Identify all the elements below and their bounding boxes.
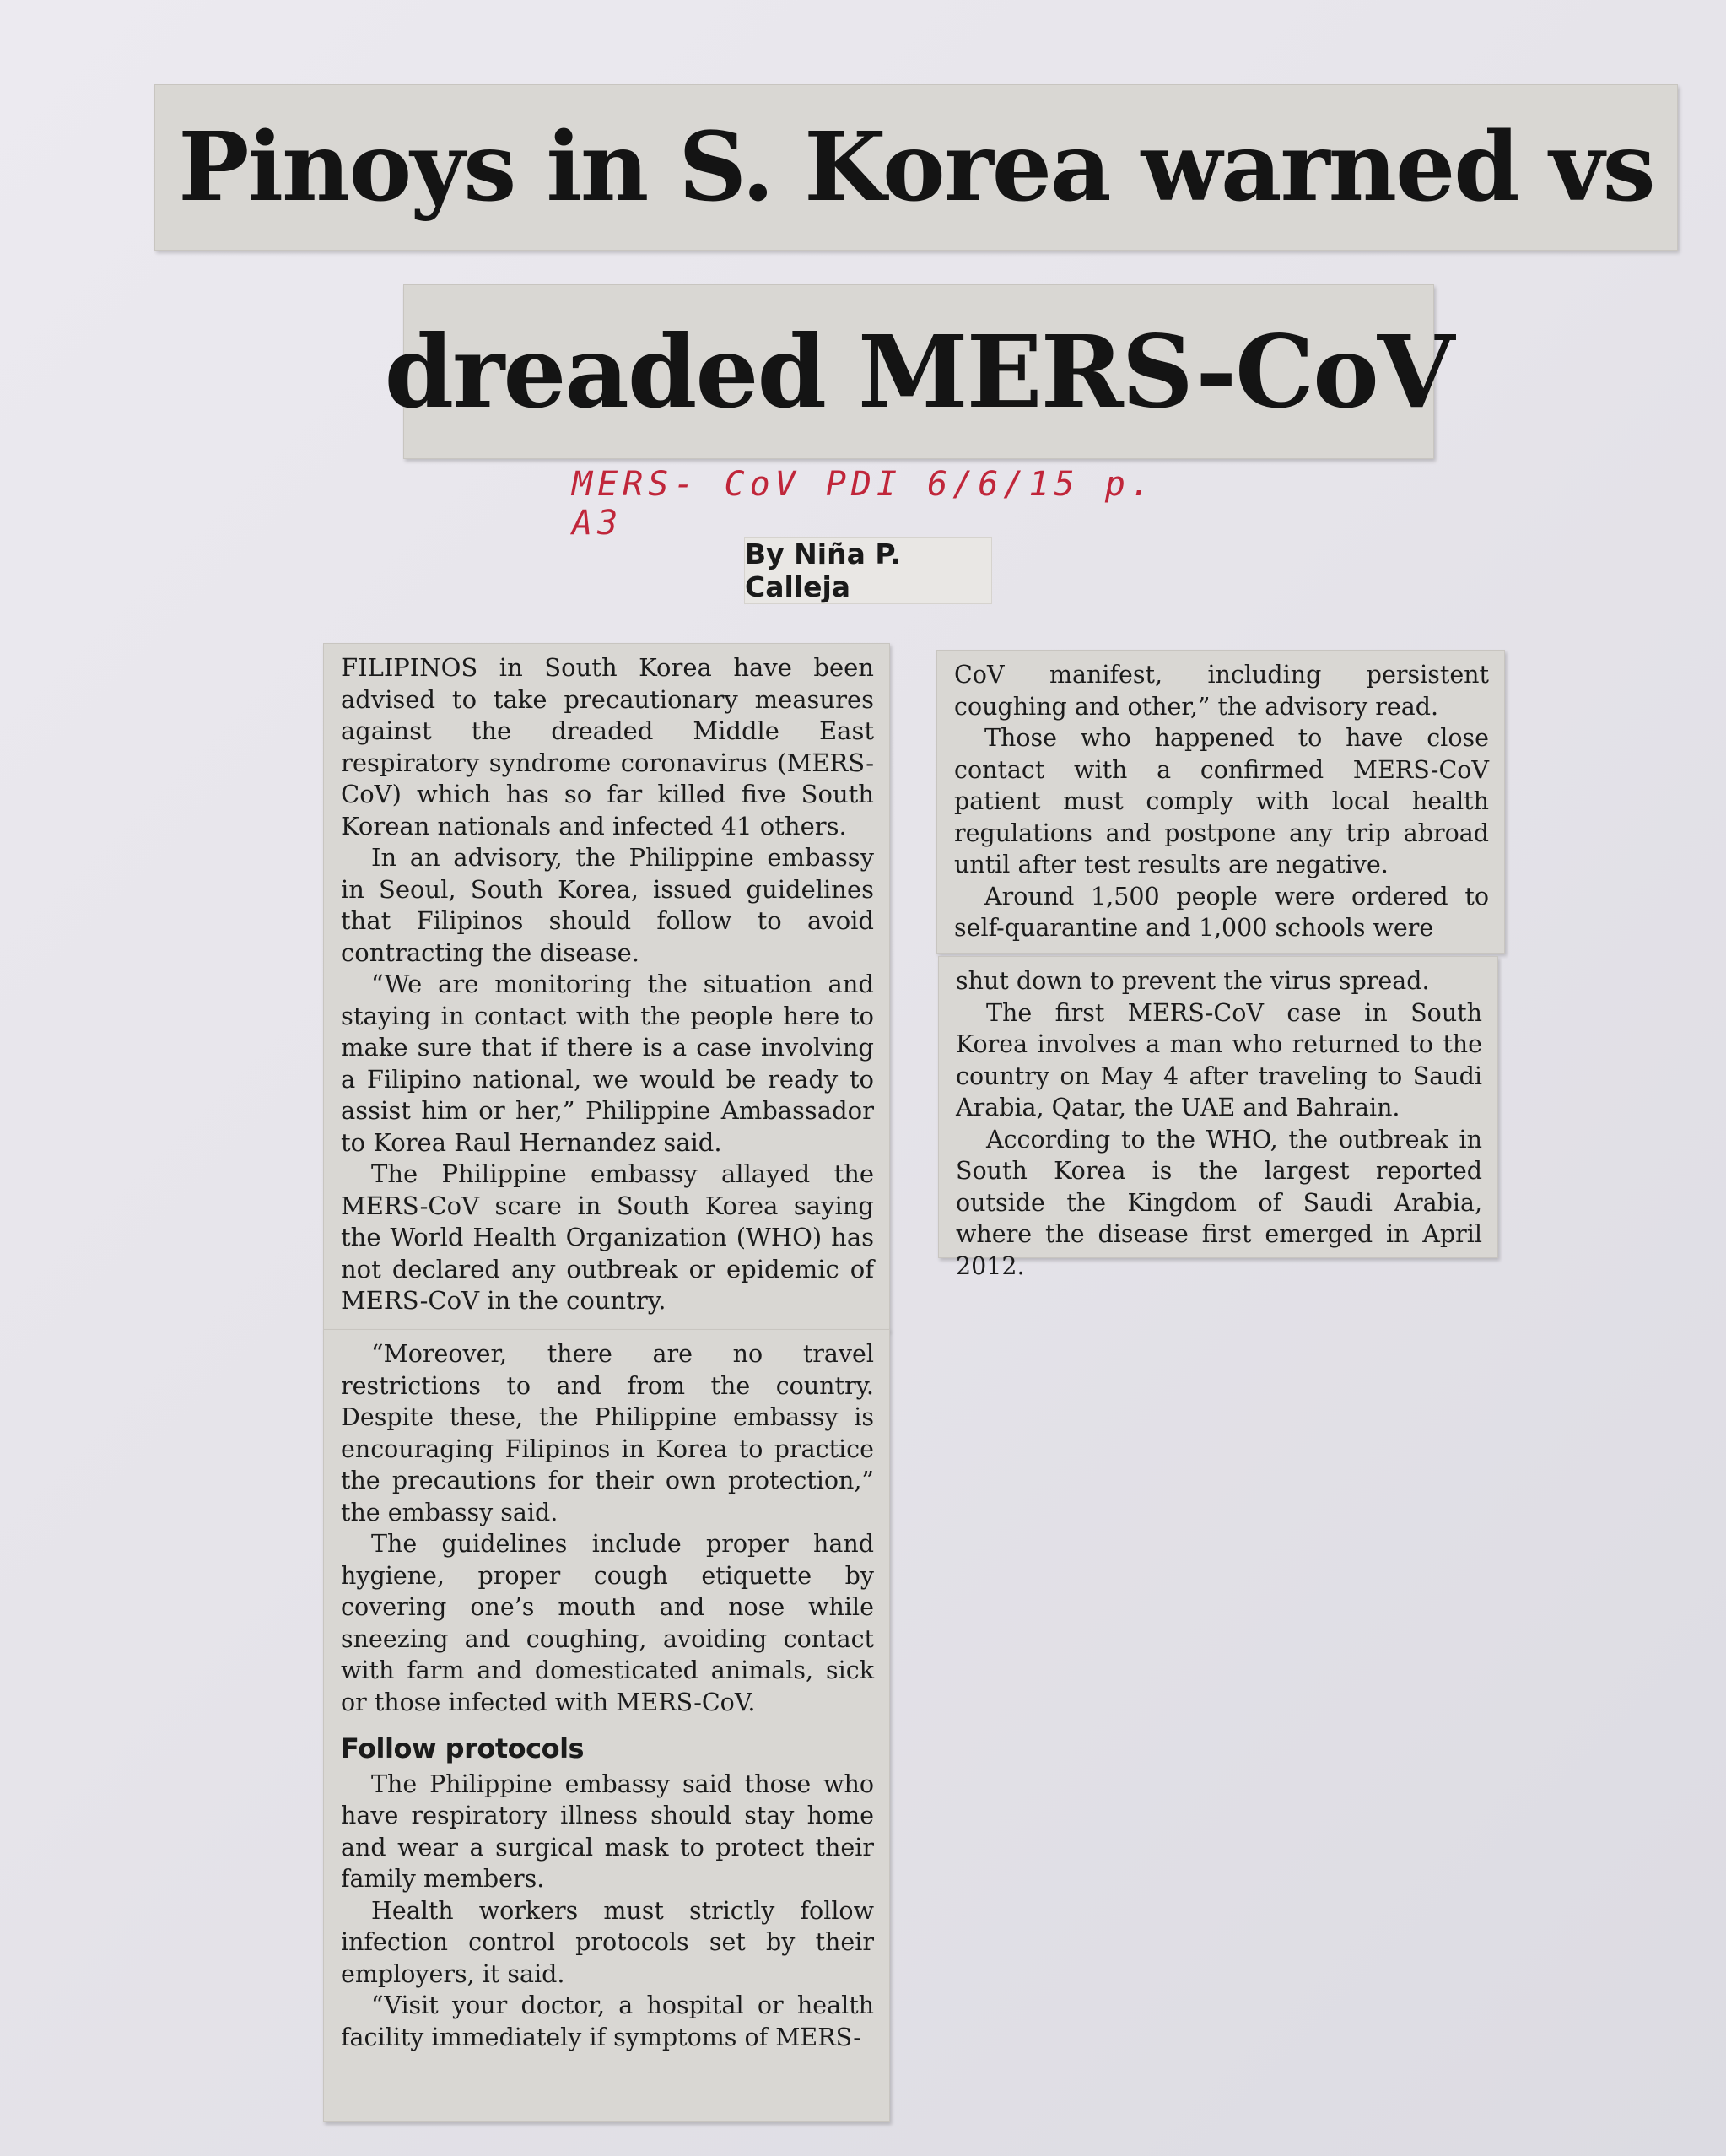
paragraph: “Moreover, there are no travel restrictions to and from the country. Despite these, the Philippine embassy is encouraging Filipinos in Korea to practice the precautions for their own protection,” the embassy said. xyxy=(341,1340,874,1526)
headline-text-1: Pinoys in S. Korea warned vs xyxy=(178,112,1654,223)
paragraph: The first MERS-CoV case in South Korea involves a man who returned to the country on May 4 after traveling to Saudi Arabia, Qatar, the UAE and Bahrain. xyxy=(956,998,1482,1121)
article-column-1a xyxy=(323,643,890,1331)
paragraph: The Philippine embassy said those who have respiratory illness should stay home and wear a surgical mask to protect their family members. xyxy=(341,1770,874,1893)
headline-line-1 xyxy=(154,84,1678,251)
article-column-2a xyxy=(936,650,1505,954)
headline-text-2: dreaded MERS-CoV xyxy=(384,313,1454,430)
headline-line-2 xyxy=(384,284,1454,459)
paragraph: Around 1,500 people were ordered to self-quarantine and 1,000 schools were xyxy=(954,882,1489,942)
paragraph: “Visit your doctor, a hospital or health facility immediately if symptoms of MERS- xyxy=(341,1991,874,2051)
paragraph: Health workers must strictly follow infection control protocols set by their employers, it said. xyxy=(341,1896,874,1988)
paragraph: In an advisory, the Philippine embassy in Seoul, South Korea, issued guidelines that Filipinos should follow to avoid contracting the disease. xyxy=(341,843,874,967)
article-column-2b xyxy=(938,956,1498,1280)
subhead: Follow protocols xyxy=(341,1732,585,1764)
paragraph: According to the WHO, the outbreak in South Korea is the largest reported outside the Kingdom of Saudi Arabia, where the disease first emerged in April 2012. xyxy=(956,1125,1482,1280)
article-column-1b xyxy=(323,1329,890,2122)
byline: By Niña P. Calleja xyxy=(745,538,901,603)
handwritten-note: MERS- CoV PDI 6/6/15 p. A3 xyxy=(572,465,1156,543)
paragraph: The guidelines include proper hand hygiene, proper cough etiquette by covering one’s mouth and nose while sneezing and coughing, avoiding contact with farm and domesticated animals, sick or those infected with MERS-CoV. xyxy=(341,1530,874,1716)
paragraph: CoV manifest, including persistent coughing and other,” the advisory read. xyxy=(954,661,1489,721)
byline-clipping xyxy=(744,537,992,604)
paragraph: Those who happened to have close contact with a confirmed MERS-CoV patient must comply with local health regulations and postpone any trip abroad until after test results are negative. xyxy=(954,724,1489,878)
paragraph: FILIPINOS in South Korea have been advised to take precautionary measures against the dreaded Middle East respiratory syndrome coronavirus (MERS-CoV) which has so far killed five South Korean nationals and infected 41 others. xyxy=(341,653,874,840)
paragraph: shut down to prevent the virus spread. xyxy=(956,967,1430,995)
paragraph: The Philippine embassy allayed the MERS-CoV scare in South Korea saying the World Health Organization (WHO) has not declared any outbreak or epidemic of MERS-CoV in the country. xyxy=(341,1159,874,1315)
paragraph: “We are monitoring the situation and staying in contact with the people here to make sure that if there is a case involving a Filipino national, we would be ready to assist him or her,” Philippine Ambassador to Korea Raul Hernandez said. xyxy=(341,970,874,1157)
